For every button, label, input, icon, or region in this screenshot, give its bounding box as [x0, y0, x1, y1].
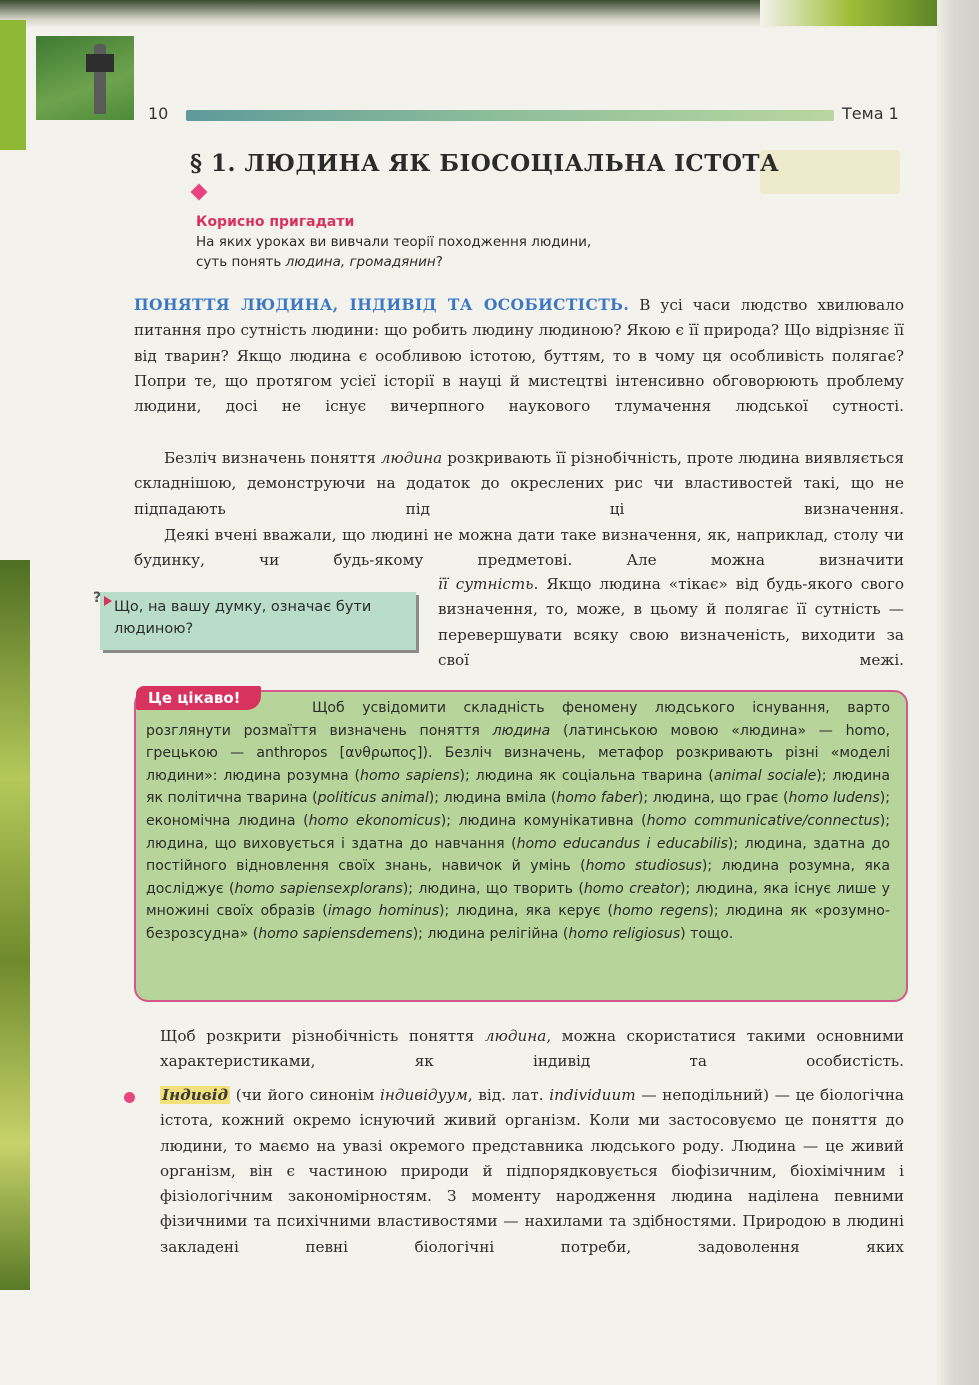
paragraph-3-start — [134, 523, 904, 574]
info-i12: homo creator — [583, 880, 680, 897]
title-decoration — [760, 150, 900, 194]
section1-paragraph — [134, 292, 904, 419]
paragraph-2 — [134, 446, 904, 522]
info-i5: homo faber — [556, 790, 638, 807]
useful-heading: Корисно пригадати — [196, 214, 355, 230]
arrow-icon — [104, 596, 112, 606]
para4-a: Щоб розкрити різнобічність поняття — [160, 1027, 485, 1045]
info-t3: ); людина як соціальна тварина ( — [459, 767, 714, 784]
info-t5: ); людина вміла ( — [428, 790, 557, 807]
info-t17: ) тощо. — [680, 925, 734, 942]
info-i8: homo communicative/connectus — [646, 812, 880, 829]
info-i3: animal sociale — [713, 767, 817, 784]
para3-a: Деякі вчені вважали, що людині не можна дати таке визначення, як, наприклад, столу чи будинку, чи будь-якому предметові. Але можна визначити — [134, 526, 904, 570]
info-text — [146, 697, 890, 946]
useful-line2a: суть понять — [196, 254, 286, 270]
para2-a: Безліч визначень поняття — [164, 449, 381, 467]
bullet-icon — [124, 1092, 135, 1103]
heart-marker-icon — [191, 184, 208, 201]
info-i11: homo sapiensexplorans — [234, 880, 403, 897]
useful-line2b: ? — [435, 254, 443, 270]
info-i14: homo regens — [613, 903, 709, 920]
info-t13: ); людина, яка існує лише у множині своїх образів ( — [146, 880, 890, 920]
info-i1: людина — [492, 722, 551, 739]
page-title: § 1. ЛЮДИНА ЯК БІОСОЦІАЛЬНА ІСТОТА — [190, 150, 780, 177]
info-t2: (латинською мовою «людина» — homo, грецькою — anthropos [ανθρωπος]). Безліч визначень, метафор розкривають різні «моделі людини»: людина розумна ( — [146, 722, 890, 784]
para5-i1: індивідуум — [380, 1086, 468, 1104]
term-individ: Індивід — [162, 1086, 229, 1104]
info-i6: homo ludens — [788, 790, 880, 807]
useful-line1: На яких уроках ви вивчали теорії походження людини, — [196, 234, 592, 250]
info-t8: ); людина комунікативна ( — [440, 812, 647, 829]
para5-i2: individuum — [549, 1086, 636, 1104]
page-right-edge — [937, 0, 979, 1385]
section1-text: В усі часи людство хвилювало питання про сутність людини: що робить людину людиною? Якою є її природа? Що відрізняє її від тварин? Якщо людина є особливою істотою, буттям, то в чому ця особливість полягає? Попри те, що протягом усієї історії в науці й мистецтві інтенсивно обговорюють проблему людини, досі не існує вичерпного наукового тлумачення людської сутності. — [134, 296, 904, 416]
section1-lead: ПОНЯТТЯ ЛЮДИНА, ІНДИВІД ТА ОСОБИСТІСТЬ. — [134, 295, 630, 314]
para5-b: , від. лат. — [467, 1086, 550, 1104]
info-i13: imago hominus — [327, 903, 440, 920]
para5-c: — неподільний) — це біологічна істота, кожний окремо існуючий живий організм. Коли ми застосовуємо це поняття до людини, то маємо на увазі окремого представника людського роду. Людина — це живий організм, він є частиною природи й підпорядковується біофізичним, біохімічним і фізіологічним закономірностям. З моменту народження людина наділена певними фізичними та психічними властивостями — нахилами та здібностями. Природою в людині закладені певні біологічні потреби, задоволення яких — [160, 1086, 904, 1256]
info-i7: homo ekonomicus — [308, 812, 441, 829]
para3-b: . Якщо людина «тікає» від будь-якого свого визначення, то, може, в цьому й полягає її сутність — перевершувати всяку свою визначеність, виходити за свої межі. — [438, 575, 904, 669]
info-t10: ); людина, здатна до постійного відновлення своїх знань, навичок й умінь ( — [146, 835, 890, 875]
para4-italic: людина — [484, 1027, 547, 1045]
info-i10: homo studiosus — [585, 858, 702, 875]
info-t1: Щоб усвідомити складність феномену людського існування, варто розглянути розмаїття визначень поняття — [146, 700, 890, 739]
info-i9: homo educandus і educabilis — [516, 835, 728, 852]
info-t14: ); людина, яка керує ( — [439, 903, 614, 920]
sign-icon — [86, 54, 114, 72]
info-t15: ); людина як «розумно-безрозсудна» ( — [146, 903, 891, 942]
info-tag: Це цікаво! — [136, 686, 261, 710]
left-green-tab — [0, 20, 26, 150]
paragraph-5 — [160, 1083, 904, 1260]
info-i16: homo religiosus — [568, 925, 681, 942]
useful-line2-italic: людина, громадянин — [285, 254, 436, 270]
info-t9: ); людина, що виховується і здатна до навчання ( — [146, 812, 890, 852]
page-number: 10 — [148, 104, 169, 123]
info-t7: ); економічна людина ( — [146, 790, 890, 829]
corner-illustration — [36, 36, 134, 120]
useful-reminder — [196, 212, 716, 272]
info-t6: ); людина, що грає ( — [637, 790, 789, 807]
para2-italic: людина — [380, 449, 443, 467]
left-grass-strip — [0, 560, 30, 1290]
header-bar — [186, 110, 834, 121]
info-t12: ); людина, що творить ( — [402, 880, 584, 897]
para4-b: , можна скористатися такими основними характеристиками, як індивід та особистість. — [160, 1027, 904, 1071]
info-i2: homo sapiens — [360, 767, 460, 784]
info-t16: ); людина релігійна ( — [412, 925, 569, 942]
info-i4: politicus animal — [317, 790, 429, 807]
paragraph-4 — [160, 1024, 904, 1075]
para2-b: розкривають її різнобічність, проте людина виявляється складнішою, демонструючи на додаток до окреслених рис чи властивостей такі, що не підпадають під ці визначення. — [134, 449, 904, 518]
info-i15: homo sapiensdemens — [258, 925, 413, 942]
topic-label: Тема 1 — [842, 104, 899, 123]
question-mark-icon: ? — [93, 590, 102, 606]
para5-a: (чи його синонім — [230, 1086, 381, 1104]
paragraph-3-cont — [438, 572, 904, 673]
question-text: Що, на вашу думку, означає бути людиною? — [114, 599, 372, 637]
info-t4: ); людина як політична тварина ( — [146, 767, 890, 807]
info-t11: ); людина розумна, яка досліджує ( — [146, 858, 891, 897]
para3-italic: її сутність — [438, 575, 534, 593]
